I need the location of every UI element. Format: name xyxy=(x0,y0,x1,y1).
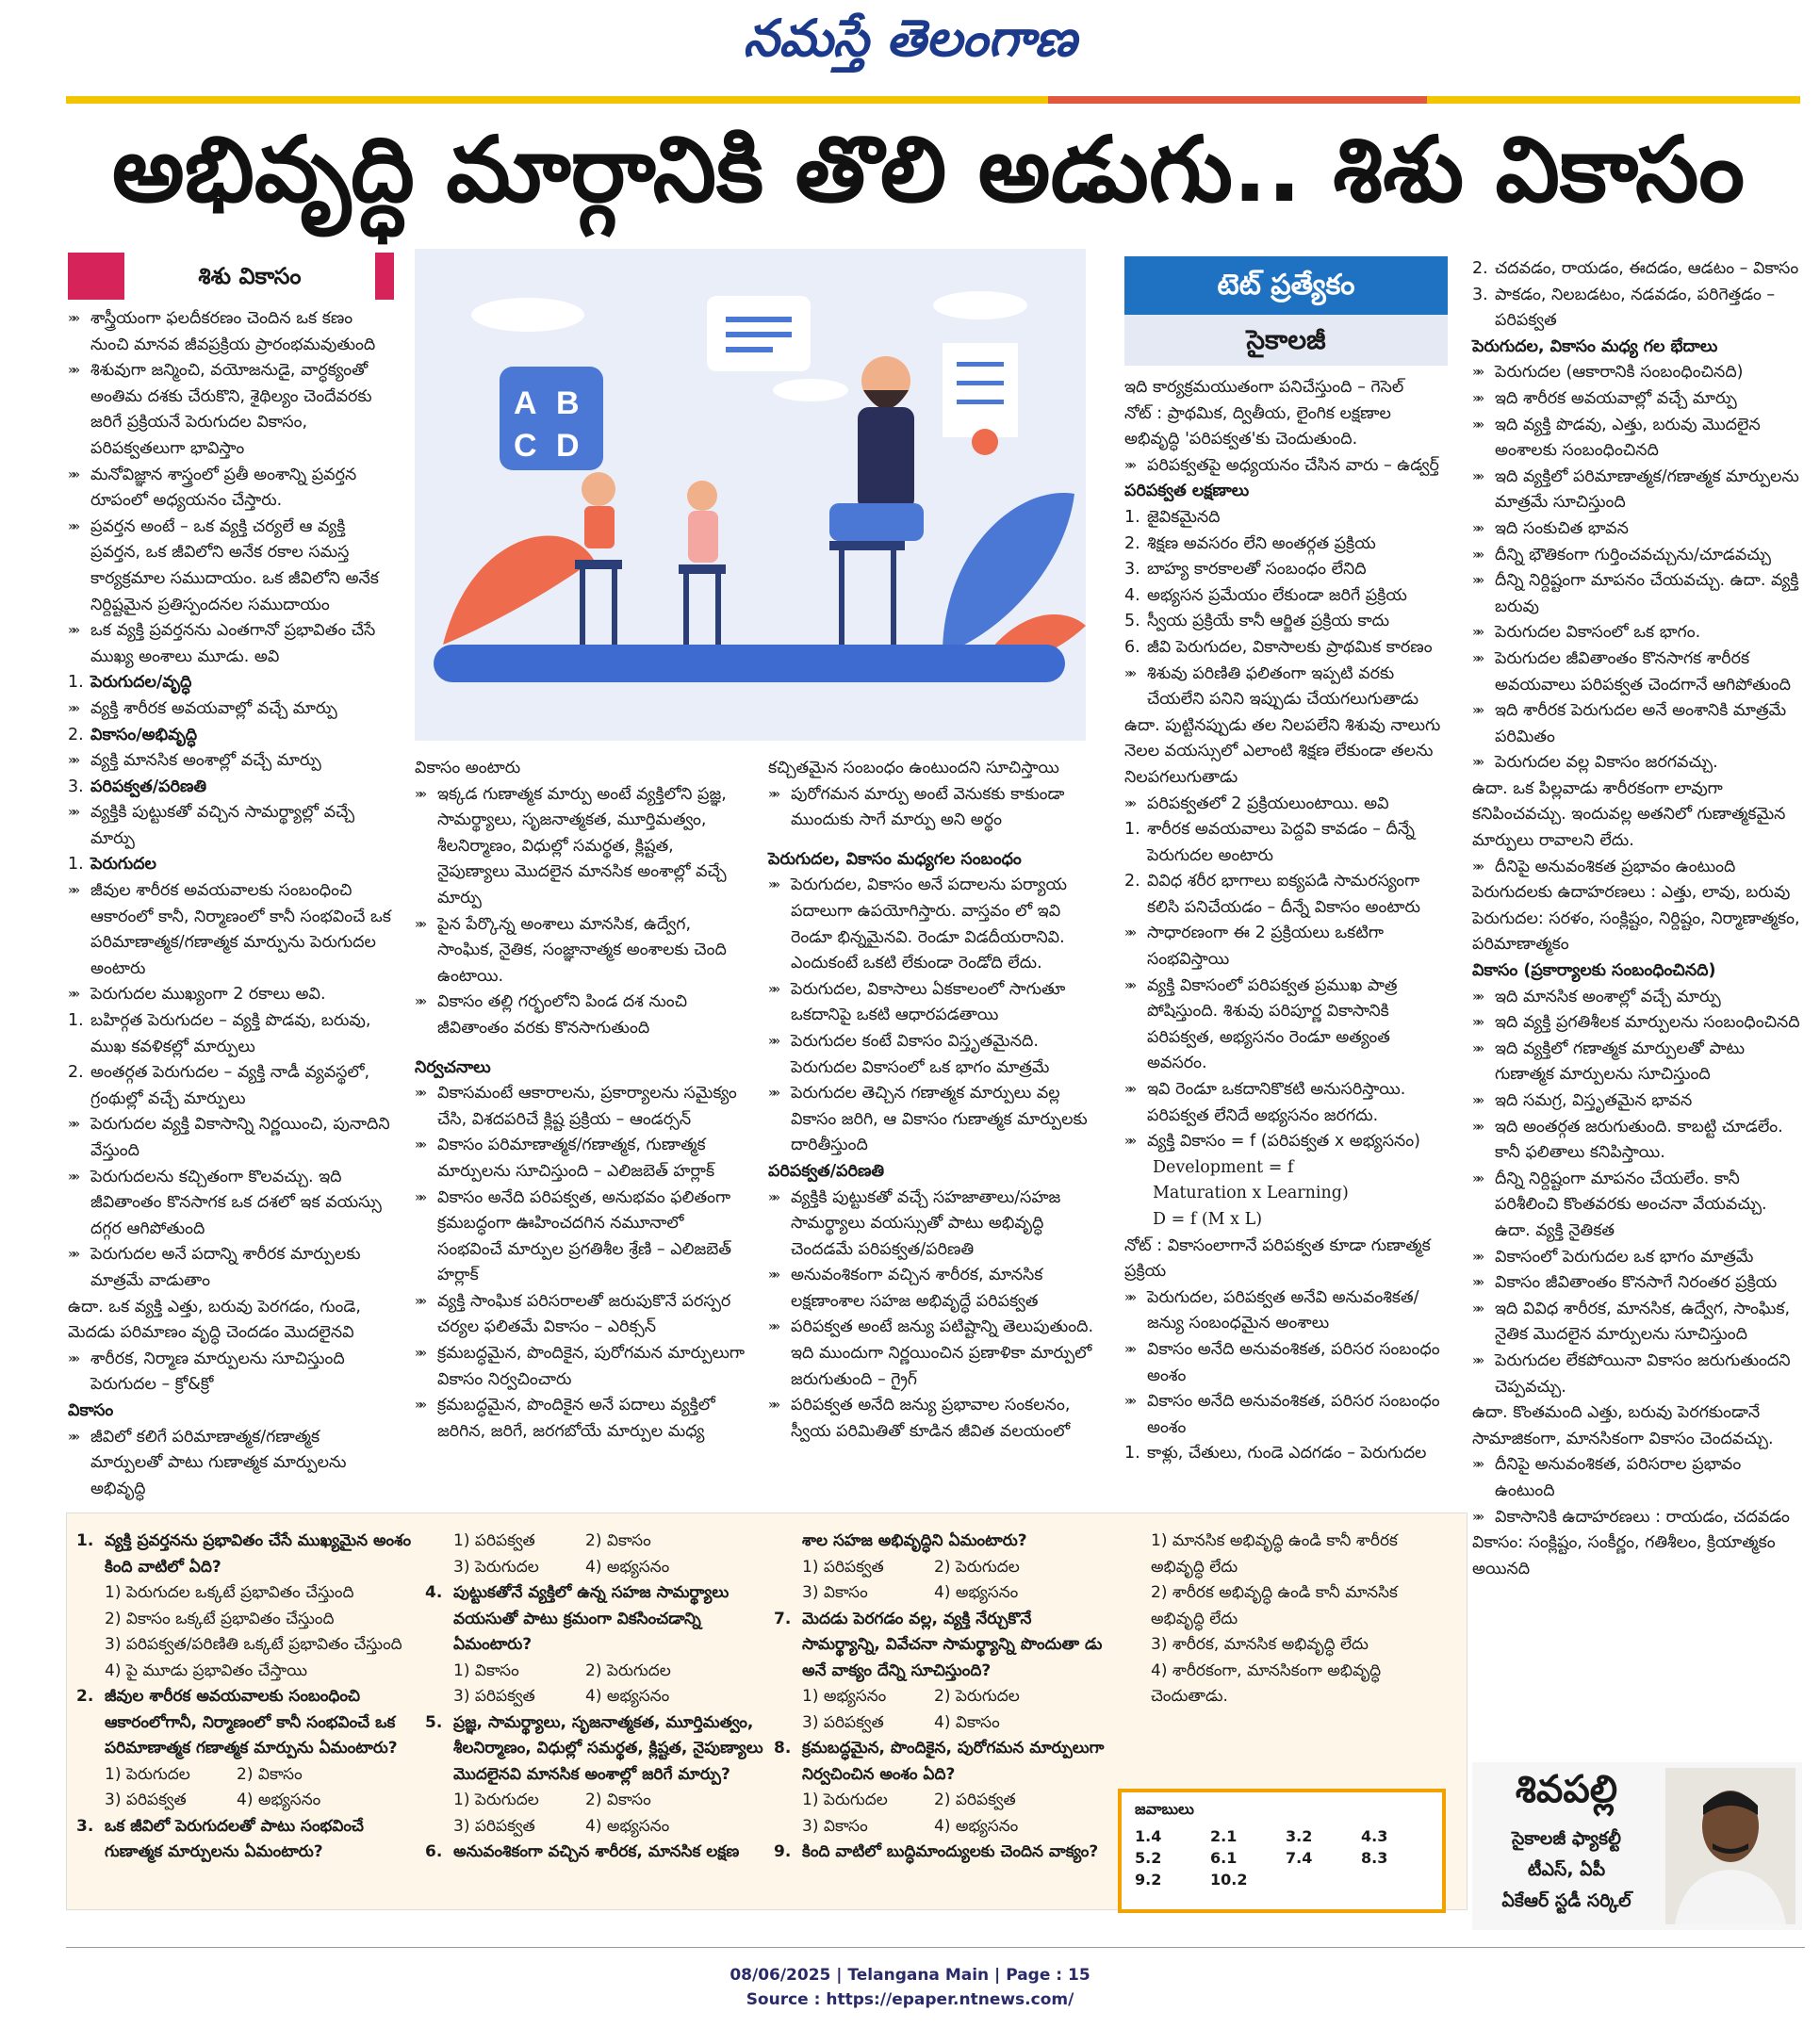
bullet-item: »» పెరుగుదల అనే పదాన్ని శారీరక మార్పులకు మాత్రమే వాడుతాం xyxy=(68,1242,393,1294)
bullet-item: »» ఇది సంకుచిత భావన xyxy=(1472,516,1802,543)
bullet-item: »» ఒక వ్యక్తి ప్రవర్తనను ఎంతగానో ప్రభావితం చేసే ముఖ్య అంశాలు మూడు. అవి xyxy=(68,618,393,670)
paragraph: Maturation x Learning) xyxy=(1153,1184,1349,1203)
quiz-option: 1) పెరుగుదల ఒక్కటే ప్రభావితం చేస్తుంది xyxy=(105,1583,354,1602)
quiz-option: 4) అభ్యసనం xyxy=(585,1816,670,1836)
quiz-option: 4) వికాసం xyxy=(934,1712,1000,1732)
footer-source: Source : https://epaper.ntnews.com/ xyxy=(746,1990,1074,2009)
answer-item: 6.1 xyxy=(1210,1849,1238,1867)
item-number: 2. xyxy=(1472,259,1488,278)
quiz-option: 3) పరిపక్వత xyxy=(453,1816,535,1836)
bullet-item: »» వికాసం జీవితాంతం కొనసాగే నిరంతర ప్రక్రియ xyxy=(1472,1270,1802,1297)
tet-special-tag: టెట్ ప్రత్యేకం xyxy=(1124,256,1448,315)
bullet-item: »» దీన్ని నిర్దిష్టంగా మాపనం చేయలేం. కానీ పరిశీలించి కొంతవరకు అంచనా వేయవచ్చు. ఉదా. వ్యక్తి నైతికత xyxy=(1472,1167,1802,1245)
column-5 xyxy=(1472,256,1802,1582)
quiz-options xyxy=(774,1580,1113,1607)
child-boy xyxy=(582,472,615,506)
quiz-question xyxy=(76,1529,416,1580)
psychology-tag: సైకాలజీ xyxy=(1124,315,1448,366)
bullet-item: »» వికాసం అనేది అనువంశికత, పరిసర సంబంధం అంశం xyxy=(1124,1337,1450,1389)
question-number: 6. xyxy=(425,1842,443,1861)
bullet-item: »» పెరుగుదల వల్ల వికాసం జరగవచ్చు. xyxy=(1472,750,1802,777)
quiz-option: 2) వికాసం ఒక్కటే ప్రభావితం చేస్తుంది xyxy=(105,1609,335,1628)
question-text: శాల సహజ అభివృద్ధిని ఏమంటారు? xyxy=(802,1531,1027,1550)
top-rule-accent xyxy=(1048,96,1427,104)
leaf-left xyxy=(443,535,594,645)
question-number: 8. xyxy=(774,1739,792,1758)
bullet-item: »» శిశువు పరిణితి ఫలితంగా ఇప్పటి వరకు చేయలేని పనిని ఇప్పుడు చేయగలుగుతాడు xyxy=(1124,662,1450,713)
paragraph: పెరుగుదల: సరళం, సంక్లిష్టం, నిర్దిష్టం, నిర్మాణాత్మకం, పరిమాణాత్మకం xyxy=(1472,908,1800,955)
quiz-option: 2) పెరుగుదల xyxy=(934,1557,1020,1577)
quiz-question xyxy=(774,1607,1113,1685)
bullet-item: »» ఇది వ్యక్తిలో గణాత్మక మార్పులతో పాటు గుణాత్మక మార్పులను సూచిస్తుంది xyxy=(1472,1037,1802,1088)
question-text: ప్రజ్ఞ, సామర్థ్యాలు, సృజనాత్మకత, మూర్తిమత్వం, శీలనిర్మాణం, విధుల్లో సమర్థత, క్లిష్టత, నైపుణ్యాలు మొదలైనవి మానసిక అంశాల్లో జరిగే మార్పు? xyxy=(453,1712,763,1784)
bullet-item: »» ఇది శారీరక పెరుగుదల అనే అంశానికి మాత్రమే పరిమితం xyxy=(1472,698,1802,750)
author-card xyxy=(1472,1762,1802,1930)
paragraph: ఉదా. కొంతమంది ఎత్తు, బరువు పెరగకుండానే సామాజికంగా, మానసికంగా వికాసం చెందవచ్చు. xyxy=(1472,1403,1774,1448)
quiz-option: 2) వికాసం xyxy=(585,1531,651,1550)
question-text: వ్యక్తి ప్రవర్తనను ప్రభావితం చేసే ముఖ్యమైన అంశం కింది వాటిలో ఏది? xyxy=(105,1531,412,1577)
bullet-item: »» ఇది సమగ్ర, విస్తృతమైన భావన xyxy=(1472,1088,1802,1115)
bullet-item: »» పెరుగుదల వ్యక్తి వికాసాన్ని నిర్ణయించి, పునాదిని వేస్తుంది xyxy=(68,1112,393,1164)
quiz-options xyxy=(425,1814,764,1840)
item-number: 1. xyxy=(1124,820,1140,840)
quiz-question xyxy=(425,1710,764,1789)
bullet-item: »» ఇది శారీరక అవయవాల్లో వచ్చే మార్పు xyxy=(1472,386,1802,413)
item-number: 3. xyxy=(68,777,84,796)
paragraph: పెరుగుదలకు ఉదాహరణలు : ఎత్తు, లావు, బరువు xyxy=(1472,883,1791,903)
quiz-column-4 xyxy=(1123,1529,1443,1710)
question-text: మెదడు పెరగడం వల్ల, వ్యక్తి నేర్చుకొనే సామర్థ్యాన్ని, వివేచనా సామర్థ్యాన్ని పొందుతా డు అనే వాక్యం దేన్ని సూచిస్తుంది? xyxy=(802,1609,1103,1680)
item-number: 3. xyxy=(1472,285,1488,304)
bullet-item: »» జీవుల శారీరక అవయవాలకు సంబంధించి ఆకారంలో కానీ, నిర్మాణంలో కానీ సంభవించే ఒక పరిమాణాత్మక/గణాత్మక మార్పును పెరుగుదల అంటారు xyxy=(68,878,393,982)
quiz-option: 3) పరిపక్వత xyxy=(802,1712,884,1732)
quiz-option: 1) పెరుగుదల xyxy=(802,1791,888,1809)
numbered-item: 1. పెరుగుదల/వృద్ధి xyxy=(68,670,393,696)
quiz-options xyxy=(76,1762,416,1789)
bullet-item: »» వికాసంలో పెరుగుదల ఒక భాగం మాత్రమే xyxy=(1472,1245,1802,1271)
bullet-item: »» పరిపక్వతపై అధ్యయనం చేసిన వారు – ఉడ్వర్త్ xyxy=(1124,453,1450,480)
bullet-item: »» దీనిపై అనువంశికత ప్రభావం ఉంటుంది xyxy=(1472,855,1802,881)
footer-date-page: 08/06/2025 | Telangana Main | Page : 15 xyxy=(730,1966,1090,1985)
answer-item: 2.1 xyxy=(1210,1827,1238,1845)
quiz-column-2 xyxy=(425,1529,764,1866)
quiz-option: 4) అభ్యసనం xyxy=(585,1557,670,1577)
answer-item: 4.3 xyxy=(1361,1827,1388,1845)
paragraph: ఇది కార్యక్రమయుతంగా పనిచేస్తుంది – గెసెల్ xyxy=(1124,378,1404,397)
numbered-item: 1. బహిర్గత పెరుగుదల – వ్యక్తి పొడవు, బరువు, ముఖ కవళికల్లో మార్పులు xyxy=(68,1008,393,1060)
bullet-item: »» క్రమబద్ధమైన, పొందికైన, పురోగమన మార్పులుగా వికాసం నిర్వచించారు xyxy=(415,1341,745,1393)
bullet-item: »» వికాసం పరిమాణాత్మక/గణాత్మక, గుణాత్మక మార్పులను సూచిస్తుంది – ఎలిజబెత్ హర్లాక్ xyxy=(415,1133,745,1185)
subheading: వికాసం xyxy=(68,1400,114,1420)
subheading: పరిపక్వత లక్షణాలు xyxy=(1124,482,1250,501)
item-number: 1. xyxy=(68,673,84,693)
bullet-item: »» దీన్ని భౌతికంగా గుర్తించవచ్చును/చూడవచ్చు xyxy=(1472,543,1802,569)
item-number: 2. xyxy=(68,725,84,744)
quiz-question xyxy=(425,1580,764,1659)
bullet-item: »» వ్యక్తికి పుట్టుకతో వచ్చిన సామర్థ్యాల్లో వచ్చే మార్పు xyxy=(68,800,393,852)
quiz-option: 3) పరిపక్వత xyxy=(105,1791,187,1809)
quiz-option: 1) మానసిక అభివృద్ధి ఉండి కానీ శారీరక అభివృద్ధి లేదు xyxy=(1151,1531,1398,1577)
question-number: 2. xyxy=(76,1687,94,1706)
answers-box xyxy=(1118,1789,1446,1913)
bullet-item: »» వ్యక్తి వికాసం = f (పరిపక్వత x అభ్యసనం) xyxy=(1124,1129,1450,1155)
author-org-1: టీఎస్, ఏపీ xyxy=(1527,1859,1606,1880)
item-number: 5. xyxy=(1124,612,1140,631)
numbered-item: 2. శిక్షణ అవసరం లేని అంతర్గత ప్రక్రియ xyxy=(1124,532,1450,558)
bullet-item: »» పెరుగుదల వికాసంలో ఒక భాగం. xyxy=(1472,620,1802,646)
quiz-options xyxy=(774,1788,1113,1814)
author-photo xyxy=(1665,1768,1795,1924)
answer-item: 10.2 xyxy=(1210,1871,1248,1889)
bullet-item: »» సాధారణంగా ఈ 2 ప్రక్రియలు ఒకటిగా సంభవిస్తాయి xyxy=(1124,921,1450,973)
author-name: శివపల్లి xyxy=(1515,1768,1618,1811)
bullet-item: »» పెరుగుదల, వికాసం అనే పదాలను పర్యాయ పదాలుగా ఉపయోగిస్తారు. వాస్తవం లో ఇవి రెండూ భిన్నమైనవి. రెండూ విడదీయరానివి. ఎందుకంటే ఒకటి లేకుండా రెండోది లేదు. xyxy=(768,873,1098,976)
numbered-item: 1. పెరుగుదల xyxy=(68,852,393,878)
item-number: 3. xyxy=(1124,560,1140,580)
quiz-options xyxy=(425,1555,764,1581)
bullet-item: »» పెరుగుదల లేకపోయినా వికాసం జరుగుతుందని చెప్పవచ్చు. xyxy=(1472,1349,1802,1400)
numbered-item: 3. పాకడం, నిలబడటం, నడవడం, పరిగెత్తడం – పరిపక్వత xyxy=(1472,283,1802,335)
author-role: సైకాలజీ ఫ్యాకల్టీ xyxy=(1512,1828,1621,1849)
footer xyxy=(0,1963,1820,2012)
numbered-item: 5. స్వీయ ప్రక్రియే కానీ ఆర్జిత ప్రక్రియ కాదు xyxy=(1124,609,1450,635)
paragraph: ఉదా. ఒక పిల్లవాడు శారీరకంగా లావుగా కనిపించవచ్చు. ఇందువల్ల అతనిలో గుణాత్మకమైన మార్పులు రావాలని లేదు. xyxy=(1472,778,1786,851)
paragraph: ఉదా. ఒక వ్యక్తి ఎత్తు, బరువు పెరగడం, గుండె, మెదడు పరిమాణం వృద్ధి చెందడం మొదలైనవి xyxy=(68,1297,361,1343)
floor-platform xyxy=(434,645,1065,682)
child-girl xyxy=(687,481,717,511)
bullet-item: »» శిశువుగా జన్మించి, వయోజనుడై, వార్ధక్యంతో అంతిమ దశకు చేరుకొని, శైథిల్యం చెందేవరకు జరిగే ప్రక్రియనే పెరుగుదల వికాసం, పరిపక్వతలుగా భావిస్తాం xyxy=(68,358,393,462)
bullet-item: »» దీనిపై అనువంశికత, పరిసరాల ప్రభావం ఉంటుంది xyxy=(1472,1452,1802,1504)
quiz-option: 2) పరిపక్వత xyxy=(934,1791,1016,1809)
subheading: పరిపక్వత/పరిణతి xyxy=(768,1161,885,1181)
quiz-option: 1) పెరుగుదల xyxy=(105,1764,190,1784)
column-4 xyxy=(1124,375,1450,1467)
numbered-item: 2. వివిధ శరీర భాగాలు ఐక్యపడి సామరస్యంగా కలిసి పనిచేయడం – దీన్నే వికాసం అంటారు xyxy=(1124,869,1450,921)
bullet-item: »» శారీరక, నిర్మాణ మార్పులను సూచిస్తుంది పెరుగుదల – క్రో&క్రో xyxy=(68,1347,393,1398)
item-number: 2. xyxy=(1124,533,1140,553)
bullet-item: »» పైన పేర్కొన్న అంశాలు మానసిక, ఉద్వేగ, సాంఘిక, నైతిక, సంజ్ఞానాత్మక అంశాలకు చెంది ఉంటాయి. xyxy=(415,912,745,990)
quiz-column-1 xyxy=(76,1529,416,1866)
bullet-item: »» ఇది అంతర్గత జరుగుతుంది. కాబట్టి చూడలేం. కానీ ఫలితాలు కనిపిస్తాయి. xyxy=(1472,1115,1802,1167)
bullet-item: »» పెరుగుదలను కచ్చితంగా కొలవచ్చు. ఇది జీవితాంతం కొనసాగక ఒక దశలో ఇక వయస్సు దగ్గర ఆగిపోతుంది xyxy=(68,1165,393,1243)
bullet-item: »» పరిపక్వత అనేది జన్యు ప్రభావాల సంకలనం, స్వీయ పరిమితితో కూడిన జీవిత వలయంలో xyxy=(768,1393,1098,1445)
bullet-item: »» అనువంశికంగా వచ్చిన శారీరక, మానసిక లక్షణాంశాల సహజ అభివృద్ధే పరిపక్వత xyxy=(768,1263,1098,1315)
bullet-item: »» ఇవి రెండూ ఒకదానికొకటి అనుసరిస్తాయి. పరిపక్వత లేనిదే అభ్యసనం జరగదు. xyxy=(1124,1077,1450,1129)
quiz-option: 2) పెరుగుదల xyxy=(934,1687,1020,1706)
quiz-options xyxy=(774,1684,1113,1710)
quiz-option: 4) పై మూడు ప్రభావితం చేస్తాయి xyxy=(105,1660,307,1680)
answers-grid xyxy=(1122,1827,1442,1889)
item-number: 2. xyxy=(1124,872,1140,891)
bullet-item: »» వ్యక్తి సాంఘిక పరిసరాలతో జరుపుకొనే పరస్పర చర్యల ఫలితమే వికాసం – ఎరిక్సన్ xyxy=(415,1289,745,1341)
column-1 xyxy=(68,306,393,1502)
quiz-question xyxy=(425,1840,764,1866)
answer-item: 9.2 xyxy=(1135,1871,1162,1889)
bullet-item: »» పెరుగుదల (ఆకారానికి సంబంధించినది) xyxy=(1472,360,1802,386)
bullet-item: »» పెరుగుదల, వికాసాలు ఏకకాలంలో సాగుతూ ఒకదానిపై ఒకటి ఆధారపడతాయి xyxy=(768,977,1098,1029)
quiz-question xyxy=(76,1814,416,1866)
bullet-item: »» శాస్త్రీయంగా ఫలదీకరణం చెందిన ఒక కణం నుంచి మానవ జీవప్రక్రియ ప్రారంభమవుతుంది xyxy=(68,306,393,358)
bullet-item: »» వికాసమంటే ఆకారాలను, ప్రకార్యాలను సమైక్యం చేసి, విశదపరిచే క్లిష్ట ప్రక్రియ – ఆండర్సన్ xyxy=(415,1081,745,1133)
quiz-option: 2) పెరుగుదల xyxy=(585,1660,671,1680)
quiz-options xyxy=(425,1659,764,1685)
letter-b: B xyxy=(556,385,580,421)
column-3 xyxy=(768,756,1098,1445)
answer-item: 3.2 xyxy=(1286,1827,1313,1845)
quiz-options xyxy=(425,1684,764,1710)
numbered-item: 2. చదవడం, రాయడం, ఈదడం, ఆడటం – వికాసం xyxy=(1472,256,1802,283)
numbered-item: 3. బాహ్య కారకాలతో సంబంధం లేనిది xyxy=(1124,557,1450,583)
illustration-teacher-children xyxy=(415,249,1086,741)
bullet-item: »» జీవిలో కలిగే పరిమాణాత్మక/గణాత్మక మార్పులతో పాటు గుణాత్మక మార్పులను అభివృద్ధి xyxy=(68,1425,393,1503)
numbered-item: 1. కాళ్లు, చేతులు, గుండె ఎదగడం – పెరుగుదల xyxy=(1124,1441,1450,1467)
letter-c: C xyxy=(514,428,537,464)
quiz-option: 4) అభ్యసనం xyxy=(585,1687,670,1706)
subheading: పెరుగుదల, వికాసం మధ్యగల సంబంధం xyxy=(768,849,1022,869)
item-number: 4. xyxy=(1124,585,1140,605)
item-number: 1. xyxy=(1124,1444,1140,1464)
quiz-option: 2) వికాసం xyxy=(585,1791,651,1809)
quiz-option: 4) అభ్యసనం xyxy=(934,1583,1019,1602)
quiz-options xyxy=(774,1555,1113,1581)
paragraph: నోట్ : ప్రాథమిక, ద్వితీయ, లైంగిక లక్షణాల అభివృద్ధి 'పరిపక్వత'కు చెందుతుంది. xyxy=(1124,403,1391,450)
chart-card-icon xyxy=(943,343,1018,437)
bullet-item: »» పెరుగుదల తెచ్చిన గణాత్మక మార్పులు వల్ల వికాసం జరిగి, ఆ వికాసం గుణాత్మక మార్పులకు దారితీస్తుంది xyxy=(768,1081,1098,1159)
numbered-item: 4. అభ్యసన ప్రమేయం లేకుండా జరిగే ప్రక్రియ xyxy=(1124,583,1450,610)
column-2 xyxy=(415,756,745,1445)
quiz-option: 1) పెరుగుదల xyxy=(453,1791,539,1809)
quiz-option: 3) వికాసం xyxy=(802,1816,868,1836)
bullet-item: »» పెరుగుదల, పరిపక్వత అనేవి అనువంశికత/జన్యు సంబంధమైన అంశాలు xyxy=(1124,1285,1450,1337)
bullet-item: »» దీన్ని నిర్దిష్టంగా మాపనం చేయవచ్చు. ఉదా. వ్యక్తి బరువు xyxy=(1472,568,1802,620)
quiz-option: 3) శారీరక, మానసిక అభివృద్ధి లేదు xyxy=(1151,1635,1369,1654)
question-number: 1. xyxy=(76,1531,94,1550)
masthead-logo: నమస్తే తెలంగాణ xyxy=(743,8,1077,68)
numbered-item: 6. జీవి పెరుగుదల, వికాసాలకు ప్రాథమిక కారణం xyxy=(1124,635,1450,662)
bullet-item: »» వికాసం అనేది పరిపక్వత, అనుభవం ఫలితంగా క్రమబద్ధంగా ఊహించదగిన నమూనాలో సంభవించే మార్పుల ప్రగతిశీల శ్రేణి – ఎలిజబెత్ హర్లాక్ xyxy=(415,1186,745,1289)
bullet-item: »» మనోవిజ్ఞాన శాస్త్రంలో ప్రతీ అంశాన్ని ప్రవర్తన రూపంలో అధ్యయనం చేస్తారు. xyxy=(68,463,393,515)
bullet-item: »» పరిపక్వతలో 2 ప్రక్రియలుంటాయి. అవి xyxy=(1124,792,1450,818)
bullet-item: »» పరిపక్వత అంటే జన్యు పటిష్టాన్ని తెలుపుతుంది. ఇది ముందుగా నిర్ణయించిన ప్రణాళికా మార్పులో జరుగుతుంది – గ్రైగ్ xyxy=(768,1315,1098,1393)
bullet-item: »» వికాసం అనేది అనువంశికత, పరిసర సంబంధం అంశం xyxy=(1124,1389,1450,1441)
paragraph: నోట్ : వికాసంలాగానే పరిపక్వత కూడా గుణాత్మక ప్రక్రియ xyxy=(1124,1235,1431,1282)
paragraph: వికాసం అంటారు xyxy=(415,759,521,777)
bullet-item: »» వ్యక్తి శారీరక అవయవాల్లో వచ్చే మార్పు xyxy=(68,696,393,723)
question-text: కింది వాటిలో బుద్ధిమాంద్యులకు చెందిన వాక్యం? xyxy=(802,1842,1099,1861)
bullet-item: »» వ్యక్తి మానసిక అంశాల్లో వచ్చే మార్పు xyxy=(68,748,393,775)
bullet-item: »» ఇది వ్యక్తి పొడవు, ఎత్తు, బరువు మొదలైన అంశాలకు సంబంధించినది xyxy=(1472,413,1802,465)
paragraph: Development = f xyxy=(1153,1157,1294,1177)
quiz-option: 1) పరిపక్వత xyxy=(802,1557,884,1577)
answer-item: 8.3 xyxy=(1361,1849,1388,1867)
numbered-item: 1. శారీరక అవయవాలు పెద్దవి కావడం – దీన్నే పెరుగుదల అంటారు xyxy=(1124,817,1450,869)
bullet-item: »» ఇది వివిధ శారీరక, మానసిక, ఉద్వేగ, సాంఘిక, నైతిక మొదలైన మార్పులను సూచిస్తుంది xyxy=(1472,1297,1802,1349)
answer-item: 1.4 xyxy=(1135,1827,1162,1845)
subheading: పెరుగుదల, వికాసం మధ్య గల భేదాలు xyxy=(1472,336,1718,356)
quiz-option: 4) అభ్యసనం xyxy=(237,1791,321,1809)
bullet-item: »» ఇది వ్యక్తి ప్రగతిశీలక మార్పులను సంబంధించినది xyxy=(1472,1010,1802,1037)
question-text: జీవుల శారీరక అవయవాలకు సంబంధించి ఆకారంలోగానీ, నిర్మాణంలో కానీ సంభవించే ఒక పరిమాణాత్మక గణాత్మక మార్పును ఏమంటారు? xyxy=(105,1687,398,1758)
section-tag: శిశు వికాసం xyxy=(68,253,394,300)
paragraph: ఉదా. పుట్టినప్పుడు తల నిలపలేని శిశువు నాలుగు నెలల వయస్సులో ఎలాంటి శిక్షణ లేకుండా తలను నిలపగలుగుతాడు xyxy=(1124,715,1441,787)
quiz-option: 1) అభ్యసనం xyxy=(802,1687,887,1706)
bullet-item: »» పెరుగుదల కంటే వికాసం విస్తృతమైనది. పెరుగుదల వికాసంలో ఒక భాగం మాత్రమే xyxy=(768,1029,1098,1081)
bullet-item: »» ఇక్కడ గుణాత్మక మార్పు అంటే వ్యక్తిలోని ప్రజ్ఞ, సామర్థ్యాలు, సృజనాత్మకత, మూర్తిమత్వం, శీలనిర్మాణం, విధుల్లో సమర్థత, క్లిష్టత, నైపుణ్యాలు మొదలైన మానసిక అంశాల్లో వచ్చే మార్పు xyxy=(415,782,745,912)
item-number: 1. xyxy=(68,1011,84,1031)
quiz-option: 3) పెరుగుదల xyxy=(453,1557,539,1577)
letter-a: A xyxy=(514,385,537,421)
paragraph: కచ్చితమైన సంబంధం ఉంటుందని సూచిస్తాయి xyxy=(768,759,1059,777)
question-number: 4. xyxy=(425,1583,443,1602)
bullet-item: »» పెరుగుదల ముఖ్యంగా 2 రకాలు అవి. xyxy=(68,982,393,1008)
numbered-item: 2. అంతర్గత పెరుగుదల – వ్యక్తి నాడీ వ్యవస్థలో, గ్రంథుల్లో వచ్చే మార్పులు xyxy=(68,1060,393,1112)
paragraph: D = f (M x L) xyxy=(1153,1210,1263,1229)
question-number: 7. xyxy=(774,1609,792,1628)
numbered-item: 3. పరిపక్వత/పరిణతి xyxy=(68,775,393,801)
question-text: క్రమబద్ధమైన, పొందికైన, పురోగమన మార్పులుగా నిర్వచించిన అంశం ఏది? xyxy=(802,1739,1105,1784)
bullet-item: »» పురోగమన మార్పు అంటే వెనుకకు కాకుండా ముందుకు సాగే మార్పు అని అర్థం xyxy=(768,782,1098,834)
bullet-item: »» వికాసానికి ఉదాహరణలు : రాయడం, చదవడం xyxy=(1472,1505,1802,1531)
footer-rule xyxy=(66,1947,1805,1948)
classroom-illustration xyxy=(415,249,1086,741)
quiz-question xyxy=(774,1736,1113,1788)
quiz-question xyxy=(774,1840,1113,1866)
quiz-option: 3) పరిపక్వత/పరిణితి ఒక్కటే ప్రభావితం చేస్తుంది xyxy=(105,1635,402,1654)
quiz-options xyxy=(774,1710,1113,1737)
quiz-option: 2) వికాసం xyxy=(237,1764,303,1784)
bullet-item: »» వికాసం తల్లి గర్భంలోని పిండ దశ నుంచి జీవితాంతం వరకు కొనసాగుతుంది xyxy=(415,989,745,1041)
question-number: 5. xyxy=(425,1712,443,1732)
quiz-option: 4) అభ్యసనం xyxy=(934,1816,1019,1836)
quiz-question xyxy=(76,1684,416,1762)
quiz-option: 1) వికాసం xyxy=(453,1660,519,1680)
item-number: 1. xyxy=(1124,507,1140,527)
letter-d: D xyxy=(556,428,580,464)
item-number: 1. xyxy=(68,855,84,875)
quiz-option: 3) వికాసం xyxy=(802,1583,868,1602)
bullet-item: »» క్రమబద్ధమైన, పొందికైన అనే పదాలు వ్యక్తిలో జరిగిన, జరిగే, జరగబోయే మార్పుల మధ్య xyxy=(415,1393,745,1445)
question-number: 3. xyxy=(76,1816,94,1836)
quiz-column-3 xyxy=(774,1529,1113,1866)
answers-title: జవాబులు xyxy=(1135,1800,1194,1818)
item-number: 2. xyxy=(68,1063,84,1083)
bullet-item: »» వ్యక్తి వికాసంలో పరిపక్వత ప్రముఖ పాత్ర పోషిస్తుంది. శిశువు పరిపూర్ణ వికాసానికి పరిపక్వత, అభ్యసనం రెండూ అత్యంత అవసరం. xyxy=(1124,973,1450,1077)
bullet-item: »» ఇది వ్యక్తిలో పరిమాణాత్మక/గణాత్మక మార్పులను మాత్రమే సూచిస్తుంది xyxy=(1472,465,1802,516)
numbered-item: 2. వికాసం/అభివృద్ధి xyxy=(68,723,393,749)
author-org-2: ఏకేఆర్ స్టడీ సర్కిల్ xyxy=(1501,1890,1631,1911)
paragraph: వికాసం: సంక్లిష్టం, సంకీర్ణం, గతిశీలం, క్రియాత్మకం అయినది xyxy=(1472,1533,1776,1578)
quiz-option: 4) శారీరకంగా, మానసికంగా అభివృద్ధి చెందుతాడు. xyxy=(1151,1660,1382,1706)
question-text: ఒక జీవిలో పెరుగుదలతో పాటు సంభవించే గుణాత్మక మార్పులను ఏమంటారు? xyxy=(105,1816,364,1861)
quiz-options xyxy=(425,1788,764,1814)
bullet-item: »» ఇది మానసిక అంశాల్లో వచ్చే మార్పు xyxy=(1472,985,1802,1011)
page-headline: అభివృద్ధి మార్గానికి తొలి అడుగు.. శిశు వికాసం xyxy=(111,117,1746,222)
subheading: నిర్వచనాలు xyxy=(415,1057,491,1077)
question-number: 9. xyxy=(774,1842,792,1861)
quiz-options xyxy=(774,1814,1113,1840)
quiz-option: 2) శారీరక అభివృద్ధి ఉండి కానీ మానసిక అభివృద్ధి లేదు xyxy=(1151,1583,1398,1628)
quiz-option: 1) పరిపక్వత xyxy=(453,1531,535,1550)
quiz-option: 3) పరిపక్వత xyxy=(453,1687,535,1706)
item-number: 6. xyxy=(1124,637,1140,657)
bullet-item: »» పెరుగుదల జీవితాంతం కొనసాగక శారీరక అవయవాలు పరిపక్వత చెందగానే ఆగిపోతుంది xyxy=(1472,646,1802,698)
answer-item: 5.2 xyxy=(1135,1849,1162,1867)
numbered-item: 1. జైవికమైనది xyxy=(1124,505,1450,532)
quiz-options xyxy=(76,1788,416,1814)
question-text: పుట్టుకతోనే వ్యక్తిలో ఉన్న సహజ సామర్థ్యాలు వయసుతో పాటు క్రమంగా వికసించడాన్ని ఏమంటారు? xyxy=(453,1583,730,1654)
question-text: అనువంశికంగా వచ్చిన శారీరక, మానసిక లక్షణ xyxy=(453,1842,740,1861)
bullet-item: »» ప్రవర్తన అంటే – ఒక వ్యక్తి చర్యలే ఆ వ్యక్తి ప్రవర్తన, ఒక జీవిలోని అనేక రకాల సమస్త కార్యక్రమాల సముదాయం. ఒక జీవిలోని అనేక నిర్దిష్టమైన ప్రతిస్పందనల సముదాయం xyxy=(68,515,393,618)
subheading: వికాసం (ప్రకార్యాలకు సంబంధించినది) xyxy=(1472,961,1716,981)
answer-item: 7.4 xyxy=(1286,1849,1313,1867)
bullet-item: »» వ్యక్తికి పుట్టుకతో వచ్చే సహజాతాలు/సహజ సామర్థ్యాలు వయస్సుతో పాటు అభివృద్ధి చెందడమే పరిపక్వత/పరిణతి xyxy=(768,1186,1098,1264)
top-rule xyxy=(66,96,1800,104)
quiz-options xyxy=(425,1529,764,1555)
